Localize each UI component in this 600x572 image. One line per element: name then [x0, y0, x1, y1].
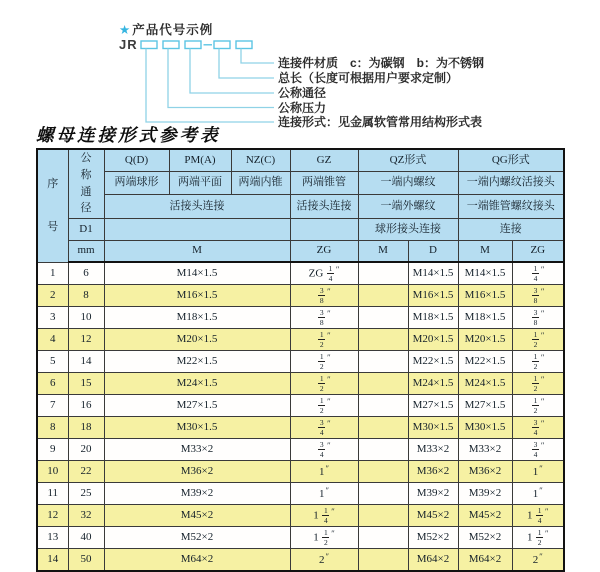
cell-gz: 2″	[290, 549, 358, 572]
cell-qz-d: M14×1.5	[408, 262, 458, 285]
leader-line	[241, 49, 274, 64]
header-qg-inner: 一端内螺纹活接头	[458, 171, 564, 194]
cell-qg-zg: $\frac{1}{4}$ ″	[512, 262, 564, 285]
cell-seq: 12	[37, 505, 68, 527]
cell-mm: 15	[68, 373, 104, 395]
diagram-heading-text: 产品代号示例	[132, 23, 214, 37]
cell-gz: 1 $\frac{1}{2}$ ″	[290, 527, 358, 549]
cell-union-m: M45×2	[104, 505, 290, 527]
table-row	[37, 329, 564, 351]
cell-union-m: M18×1.5	[104, 307, 290, 329]
cell-seq: 11	[37, 483, 68, 505]
cell-qz-d: M22×1.5	[408, 351, 458, 373]
header-qz-outer: 一端外螺纹	[358, 194, 458, 218]
cell-mm: 18	[68, 417, 104, 439]
header-col-pm: PM(A)	[169, 149, 231, 171]
cell-qg-m: M64×2	[458, 549, 512, 572]
header-thread-zg: ZG	[290, 240, 358, 262]
cell-qz-m	[358, 549, 408, 572]
table-row	[37, 351, 564, 373]
header-blank-union	[104, 218, 290, 240]
cell-qg-zg: 1″	[512, 461, 564, 483]
cell-gz: $\frac{3}{8}$ ″	[290, 307, 358, 329]
cell-seq: 3	[37, 307, 68, 329]
cell-qg-m: M18×1.5	[458, 307, 512, 329]
cell-mm: 20	[68, 439, 104, 461]
cell-qg-zg: $\frac{1}{2}$ ″	[512, 395, 564, 417]
cell-union-m: M33×2	[104, 439, 290, 461]
cell-qg-m: M36×2	[458, 461, 512, 483]
leader-line	[146, 49, 274, 123]
cell-qg-zg: $\frac{3}{4}$ ″	[512, 439, 564, 461]
cell-union-m: M64×2	[104, 549, 290, 572]
header-col-qz: QZ形式	[358, 149, 458, 171]
header-pm-sub: 两端平面	[169, 171, 231, 194]
cell-mm: 25	[68, 483, 104, 505]
cell-qz-m	[358, 351, 408, 373]
header-thread-m: M	[104, 240, 290, 262]
table-row	[37, 417, 564, 439]
cell-gz: $\frac{1}{2}$ ″	[290, 395, 358, 417]
cell-qz-d: M18×1.5	[408, 307, 458, 329]
cell-qz-d: M24×1.5	[408, 373, 458, 395]
cell-qg-m: M39×2	[458, 483, 512, 505]
star-icon: ★	[119, 23, 132, 37]
cell-qg-m: M20×1.5	[458, 329, 512, 351]
cell-gz: 1″	[290, 483, 358, 505]
cell-qg-zg: $\frac{1}{2}$ ″	[512, 351, 564, 373]
header-col-nz: NZ(C)	[231, 149, 290, 171]
cell-mm: 10	[68, 307, 104, 329]
cell-seq: 2	[37, 285, 68, 307]
code-box	[163, 41, 179, 49]
header-nz-sub: 两端内锥	[231, 171, 290, 194]
leader-line	[190, 49, 274, 94]
cell-qg-m: M52×2	[458, 527, 512, 549]
cell-qz-m	[358, 439, 408, 461]
cell-qz-m	[358, 417, 408, 439]
cell-qz-m	[358, 285, 408, 307]
cell-mm: 6	[68, 262, 104, 285]
diagram-label-material: 连接件材质 c：为碳钢 b：为不锈钢	[278, 56, 485, 70]
header-qz-conn: 球形接头连接	[358, 218, 458, 240]
cell-gz: $\frac{1}{2}$ ″	[290, 351, 358, 373]
cell-union-m: M14×1.5	[104, 262, 290, 285]
code-box	[236, 41, 252, 49]
cell-qg-zg: 1 $\frac{1}{4}$ ″	[512, 505, 564, 527]
cell-gz: $\frac{3}{8}$ ″	[290, 285, 358, 307]
cell-qz-m	[358, 527, 408, 549]
diagram-label-length: 总长（长度可根据用户要求定制）	[278, 71, 459, 85]
cell-union-m: M27×1.5	[104, 395, 290, 417]
cell-qz-m	[358, 262, 408, 285]
reference-table	[36, 148, 565, 572]
cell-qg-zg: $\frac{3}{8}$ ″	[512, 285, 564, 307]
code-box	[185, 41, 201, 49]
cell-qz-m	[358, 307, 408, 329]
cell-seq: 7	[37, 395, 68, 417]
header-q-sub: 两端球形	[104, 171, 169, 194]
cell-qg-m: M24×1.5	[458, 373, 512, 395]
page-title: 螺母连接形式参考表	[36, 125, 221, 145]
cell-qg-zg: 1 $\frac{1}{2}$ ″	[512, 527, 564, 549]
cell-mm: 12	[68, 329, 104, 351]
cell-seq: 14	[37, 549, 68, 572]
cell-gz: $\frac{1}{2}$ ″	[290, 329, 358, 351]
cell-qz-d: M36×2	[408, 461, 458, 483]
cell-union-m: M22×1.5	[104, 351, 290, 373]
cell-mm: 16	[68, 395, 104, 417]
cell-qg-zg: 1″	[512, 483, 564, 505]
header-qz-inner: 一端内螺纹	[358, 171, 458, 194]
header-mm: mm	[68, 240, 104, 262]
header-col-qg: QG形式	[458, 149, 564, 171]
cell-qg-zg: $\frac{1}{2}$ ″	[512, 329, 564, 351]
cell-qg-m: M27×1.5	[458, 395, 512, 417]
cell-union-m: M20×1.5	[104, 329, 290, 351]
cell-qg-m: M30×1.5	[458, 417, 512, 439]
cell-seq: 1	[37, 262, 68, 285]
code-prefix: JR	[119, 37, 138, 52]
cell-qz-m	[358, 373, 408, 395]
cell-union-m: M16×1.5	[104, 285, 290, 307]
leader-lines	[146, 49, 274, 123]
code-boxes	[141, 41, 252, 49]
table-row	[37, 307, 564, 329]
table-body	[37, 262, 564, 571]
cell-qz-m	[358, 329, 408, 351]
header-union-join: 活接头连接	[104, 194, 290, 218]
cell-qz-d: M39×2	[408, 483, 458, 505]
cell-qz-m	[358, 505, 408, 527]
cell-qz-d: M27×1.5	[408, 395, 458, 417]
table-header	[37, 149, 564, 262]
cell-qg-m: M22×1.5	[458, 351, 512, 373]
cell-qz-m	[358, 461, 408, 483]
cell-union-m: M24×1.5	[104, 373, 290, 395]
cell-qz-d: M64×2	[408, 549, 458, 572]
header-qz-d: D	[408, 240, 458, 262]
table-row	[37, 439, 564, 461]
cell-seq: 8	[37, 417, 68, 439]
header-seq: 序 号	[37, 149, 68, 262]
header-qg-conn: 连接	[458, 218, 564, 240]
cell-qz-d: M45×2	[408, 505, 458, 527]
table-row	[37, 505, 564, 527]
header-nominal-dia: 公 称 通 径	[68, 149, 104, 218]
cell-gz: 1″	[290, 461, 358, 483]
header-gz-sub: 两端锥管	[290, 171, 358, 194]
cell-qz-m	[358, 395, 408, 417]
cell-mm: 14	[68, 351, 104, 373]
header-qg-m: M	[458, 240, 512, 262]
cell-gz: 1 $\frac{1}{4}$ ″	[290, 505, 358, 527]
table-row	[37, 461, 564, 483]
cell-qz-m	[358, 483, 408, 505]
cell-union-m: M36×2	[104, 461, 290, 483]
cell-seq: 4	[37, 329, 68, 351]
cell-seq: 13	[37, 527, 68, 549]
table-row	[37, 395, 564, 417]
cell-qg-zg: $\frac{3}{8}$ ″	[512, 307, 564, 329]
cell-qz-d: M20×1.5	[408, 329, 458, 351]
table-row	[37, 285, 564, 307]
cell-qg-m: M33×2	[458, 439, 512, 461]
cell-mm: 40	[68, 527, 104, 549]
header-gz-join: 活接头连接	[290, 194, 358, 218]
table-row	[37, 373, 564, 395]
cell-seq: 9	[37, 439, 68, 461]
table-row	[37, 549, 564, 572]
cell-gz: $\frac{3}{4}$ ″	[290, 417, 358, 439]
header-col-q: Q(D)	[104, 149, 169, 171]
cell-mm: 22	[68, 461, 104, 483]
cell-qg-m: M14×1.5	[458, 262, 512, 285]
cell-qg-zg: 2″	[512, 549, 564, 572]
cell-mm: 8	[68, 285, 104, 307]
cell-qg-m: M16×1.5	[458, 285, 512, 307]
diagram-heading	[119, 20, 213, 38]
table-row	[37, 483, 564, 505]
cell-qz-d: M33×2	[408, 439, 458, 461]
cell-union-m: M30×1.5	[104, 417, 290, 439]
header-col-gz: GZ	[290, 149, 358, 171]
cell-gz: $\frac{1}{2}$ ″	[290, 373, 358, 395]
cell-mm: 50	[68, 549, 104, 572]
cell-seq: 5	[37, 351, 68, 373]
cell-qg-zg: $\frac{1}{2}$ ″	[512, 373, 564, 395]
cell-qg-m: M45×2	[458, 505, 512, 527]
header-blank-gz	[290, 218, 358, 240]
code-box	[214, 41, 230, 49]
header-d1: D1	[68, 218, 104, 240]
cell-mm: 32	[68, 505, 104, 527]
diagram-label-connection: 连接形式：见金属软管常用结构形式表	[278, 115, 483, 129]
cell-gz: $\frac{3}{4}$ ″	[290, 439, 358, 461]
header-qz-m: M	[358, 240, 408, 262]
cell-qg-zg: $\frac{3}{4}$ ″	[512, 417, 564, 439]
code-box	[141, 41, 157, 49]
cell-seq: 10	[37, 461, 68, 483]
cell-qz-d: M16×1.5	[408, 285, 458, 307]
cell-qz-d: M52×2	[408, 527, 458, 549]
diagram-label-diameter: 公称通径	[278, 86, 327, 100]
cell-seq: 6	[37, 373, 68, 395]
cell-gz: ZG $\frac{1}{4}$ ″	[290, 262, 358, 285]
diagram-label-pressure: 公称压力	[278, 100, 327, 115]
cell-union-m: M52×2	[104, 527, 290, 549]
table-row	[37, 262, 564, 285]
header-qg-zg: ZG	[512, 240, 564, 262]
cell-union-m: M39×2	[104, 483, 290, 505]
cell-qz-d: M30×1.5	[408, 417, 458, 439]
table-row	[37, 527, 564, 549]
header-qg-outer: 一端锥管螺纹接头	[458, 194, 564, 218]
